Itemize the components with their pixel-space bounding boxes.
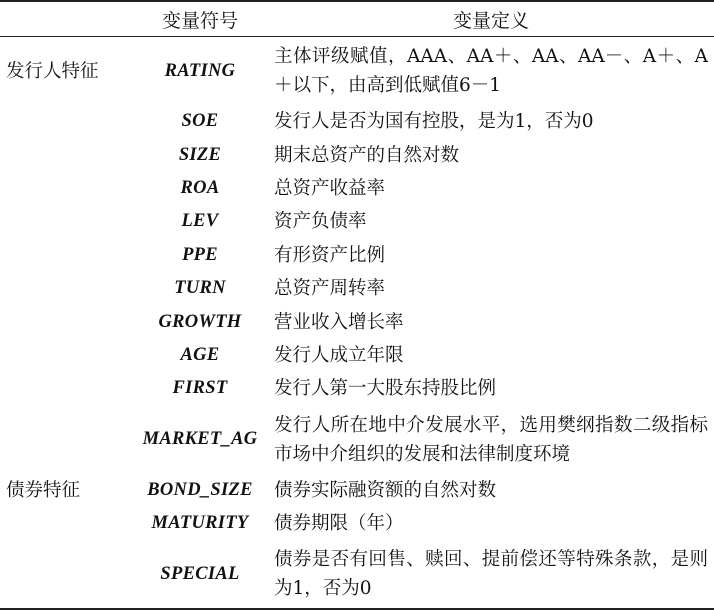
category-cell: [0, 172, 132, 205]
symbol-cell: FIRST: [172, 378, 228, 399]
category-cell: [0, 272, 132, 305]
definition-cell: 总资产周转率: [274, 278, 386, 300]
symbol-cell: SOE: [181, 111, 219, 132]
category-cell: [0, 507, 132, 540]
header-category: [0, 1, 132, 37]
category-cell: [0, 239, 132, 272]
symbol-cell: TURN: [174, 278, 226, 299]
symbol-cell: SPECIAL: [132, 540, 268, 609]
category-cell: 债券特征: [6, 479, 81, 501]
table-row: [0, 406, 714, 474]
symbol-cell: BOND_SIZE: [147, 479, 253, 500]
definition-cell: 发行人是否为国有控股，是为1，否为0: [274, 111, 594, 133]
category-cell: [0, 205, 132, 238]
definition-cell: 债券期限（年）: [274, 513, 404, 535]
table-row: [0, 239, 714, 272]
symbol-cell: SIZE: [178, 144, 222, 165]
definition-cell: 发行人所在地中介发展水平，选用樊纲指数二级指标市场中介组织的发展和法律制度环境: [274, 414, 708, 465]
category-cell: [0, 105, 132, 138]
category-cell: [0, 406, 132, 474]
symbol-cell: MARKET_AG: [142, 429, 258, 450]
table-row: [0, 474, 714, 507]
table-row: [0, 507, 714, 540]
table-row: [0, 540, 714, 609]
symbol-cell: RATING: [164, 60, 236, 81]
table-header: [0, 1, 714, 37]
definition-cell: 发行人第一大股东持股比例: [274, 378, 497, 400]
category-cell: [0, 138, 132, 171]
definition-cell: 债券是否有回售、赎回、提前偿还等特殊条款，是则为1，否为0: [268, 540, 714, 609]
table-row: [0, 305, 714, 338]
definition-cell: 期末总资产的自然对数: [274, 144, 460, 166]
symbol-cell: AGE: [180, 344, 220, 365]
category-cell: [0, 372, 132, 405]
symbol-cell: PPE: [182, 244, 218, 265]
symbol-cell: GROWTH: [158, 311, 242, 332]
category-cell: [0, 305, 132, 338]
table-row: [0, 205, 714, 238]
definition-cell: 主体评级赋值，AAA、AA＋、AA、AA－、A＋、A＋以下，由高到低赋值6－1: [274, 46, 708, 96]
definition-cell: 发行人成立年限: [274, 344, 404, 366]
category-cell: [0, 540, 132, 609]
table-row: [0, 372, 714, 405]
table-row: [0, 272, 714, 305]
table-row: [0, 37, 714, 106]
table-row: [0, 339, 714, 372]
symbol-cell: ROA: [180, 177, 220, 198]
definition-cell: 有形资产比例: [274, 244, 386, 266]
table-row: [0, 105, 714, 138]
definition-cell: 资产负债率: [274, 211, 367, 233]
definition-cell: 债券实际融资额的自然对数: [274, 479, 497, 501]
definition-cell: 营业收入增长率: [274, 311, 404, 333]
header-definition: 变量定义: [268, 1, 714, 37]
symbol-cell: LEV: [181, 211, 219, 232]
definition-cell: 总资产收益率: [274, 177, 386, 199]
header-row: [0, 1, 714, 37]
table-row: [0, 172, 714, 205]
table-row: [0, 138, 714, 171]
category-cell: [0, 339, 132, 372]
table-body: [0, 37, 714, 610]
symbol-cell: MATURITY: [151, 513, 249, 534]
category-cell: 发行人特征: [6, 60, 99, 82]
header-symbol: 变量符号: [132, 1, 268, 37]
